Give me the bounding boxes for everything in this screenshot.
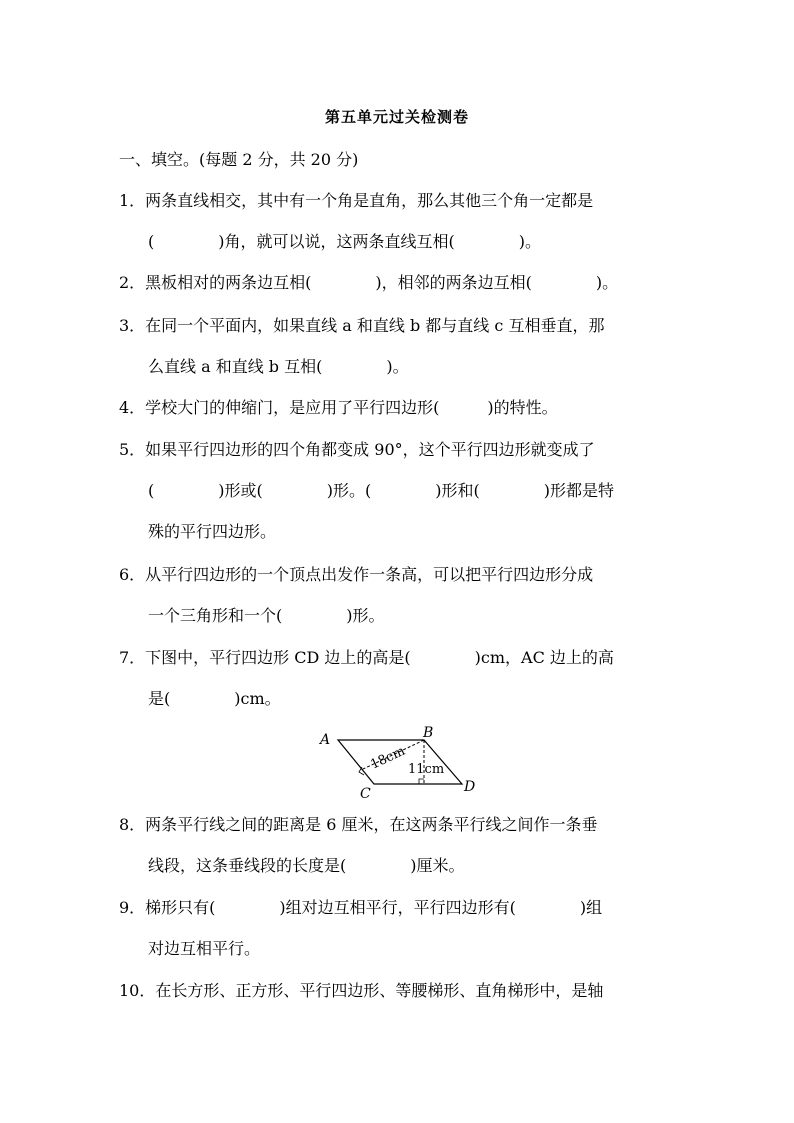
label-c: C	[360, 786, 371, 800]
question-6-line-2: 一个三角形和一个( )形。	[148, 606, 385, 625]
question-9-line-1: 9．梯形只有( )组对边互相平行，平行四边形有( )组	[119, 898, 603, 917]
label-b: B	[423, 725, 434, 741]
question-5-line-2: ( )形或( )形。( )形和( )形都是特	[148, 481, 614, 500]
question-6-line-1: 6．从平行四边形的一个顶点出发作一条高，可以把平行四边形分成	[119, 565, 594, 584]
question-1-line-1: 1．两条直线相交，其中有一个角是直角，那么其他三个角一定都是	[119, 191, 594, 210]
question-8-line-2: 线段，这条垂线段的长度是( )厘米。	[148, 856, 465, 875]
question-3-line-1: 3．在同一个平面内，如果直线 a 和直线 b 都与直线 c 互相垂直，那	[119, 316, 605, 335]
label-d: D	[464, 779, 476, 795]
length-11cm-label: 11cm	[408, 762, 445, 777]
parallelogram-figure	[312, 722, 482, 800]
question-2-line-1: 2．黑板相对的两条边互相( )，相邻的两条边互相( )。	[119, 273, 619, 292]
question-8-line-1: 8．两条平行线之间的距离是 6 厘米，在这两条平行线之间作一条垂	[119, 815, 598, 834]
right-angle-mark-d	[419, 779, 424, 784]
question-4-line-1: 4．学校大门的伸缩门，是应用了平行四边形( )的特性。	[119, 398, 558, 417]
question-7-line-2: 是( )cm。	[148, 689, 281, 708]
question-9-line-2: 对边互相平行。	[148, 939, 261, 958]
question-5-line-1: 5．如果平行四边形的四个角都变成 90°，这个平行四边形就变成了	[119, 440, 595, 459]
question-10-line-1: 10．在长方形、正方形、平行四边形、等腰梯形、直角梯形中，是轴	[119, 981, 604, 1000]
question-1-line-2: ( )角，就可以说，这两条直线互相( )。	[148, 232, 541, 251]
question-7-line-1: 7．下图中，平行四边形 CD 边上的高是( )cm，AC 边上的高	[119, 648, 614, 667]
question-3-line-2: 么直线 a 和直线 b 互相( )。	[148, 357, 409, 376]
section-heading: 一、填空。(每题 2 分，共 20 分)	[119, 150, 359, 169]
question-5-line-3: 殊的平行四边形。	[148, 522, 277, 541]
length-18cm-label: 18cm	[368, 743, 408, 773]
page-title: 第五单元过关检测卷	[324, 108, 469, 126]
label-a: A	[320, 732, 331, 748]
